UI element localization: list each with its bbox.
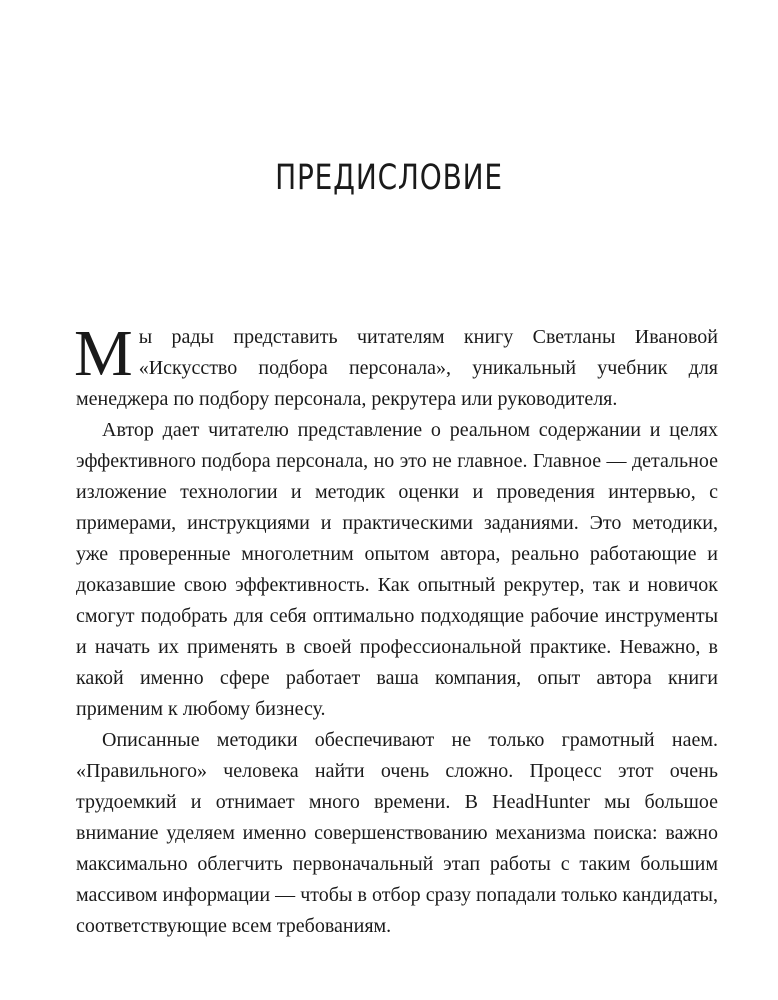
paragraph-1-text: ы рады представить читателям книгу Светланы Ивановой «Искусство подбора персонала», уникальный учебник для менеджера по подбору персонала, рекрутера или руководителя. [76, 326, 718, 410]
paragraph-1 [74, 317, 718, 415]
paragraph-3 [76, 725, 718, 942]
body-text [74, 317, 718, 942]
paragraph-3-text: Описанные методики обеспечивают не только грамотный наем. «Правильного» человека найти очень сложно. Процесс этот очень трудоемкий и отнимает много времени. В HeadHunter мы большое внимание уделяем именно совершенствованию механизма поиска: важно максимально облегчить первоначальный этап работы с таким большим массивом информации — чтобы в отбор сразу попадали только кандидаты, соответствующие всем требованиям. [76, 729, 718, 937]
drop-cap: М [74, 317, 133, 390]
paragraph-2 [76, 415, 718, 725]
chapter-title: ПРЕДИСЛОВИЕ [275, 158, 503, 198]
paragraph-2-text: Автор дает читателю представление о реальном содержании и целях эффективного подбора персонала, но это не главное. Главное — детальное изложение технологии и методик оценки и проведения интервью, с примерами, инструкциями и практическими заданиями. Это методики, уже проверенные многолетним опытом автора, реально работающие и доказавшие свою эффективность. Как опытный рекрутер, так и новичок смогут подобрать для себя оптимально подходящие рабочие инструменты и начать их применять в своей профессиональной практике. Неважно, в какой именно сфере работает ваша компания, опыт автора книги применим к любому бизнесу. [76, 419, 718, 720]
